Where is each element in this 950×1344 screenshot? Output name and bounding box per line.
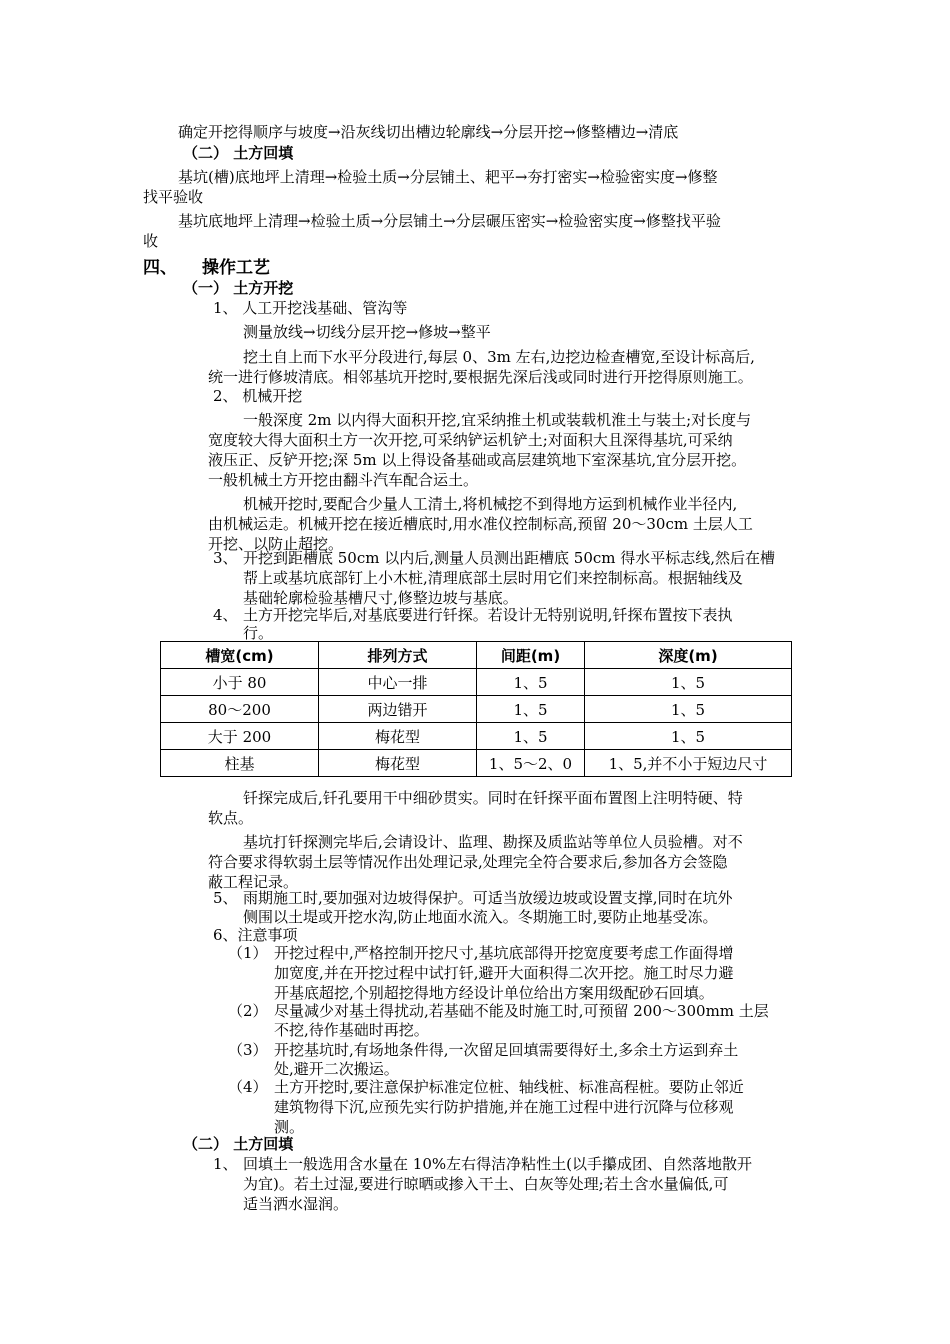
list-number: 3、 bbox=[213, 549, 238, 567]
table-row bbox=[161, 750, 792, 777]
table-cell: 1、5 bbox=[585, 696, 792, 723]
paragraph-line: 挖土自上而下水平分段进行,每层 0、3m 左右,边挖边检查槽宽,至设计标高后, bbox=[243, 348, 755, 366]
paragraph-line: 宽度较大得大面积土方一次开挖,可采纳铲运机铲土;对面积大且深得基坑,可采纳 bbox=[208, 431, 733, 449]
table-cell: 柱基 bbox=[161, 750, 319, 777]
paragraph-line: 帮上或基坑底部钉上小木桩,清理底部土层时用它们来控制标高。根据轴线及 bbox=[243, 569, 743, 587]
paragraph-line: 开基底超挖,个别超挖得地方经设计单位给出方案用级配砂石回填。 bbox=[274, 984, 714, 1002]
subsection-heading: （一） 土方开挖 bbox=[183, 279, 294, 297]
table-header-row bbox=[161, 642, 792, 669]
list-number: （4） bbox=[228, 1078, 268, 1096]
list-number: 5、 bbox=[213, 889, 238, 907]
paragraph-line: 基础轮廓检验基槽尺寸,修整边坡与基底。 bbox=[243, 589, 518, 607]
table-cell: 1、5 bbox=[477, 696, 585, 723]
paragraph-line: 符合要求得软弱土层等情况作出处理记录,处理完全符合要求后,参加各方会签隐 bbox=[208, 853, 728, 871]
paragraph-line: 侧围以土堤或开挖水沟,防止地面水流入。冬期施工时,要防止地基受冻。 bbox=[243, 908, 718, 926]
paragraph-line: 找平验收 bbox=[143, 188, 204, 206]
table-cell: 1、5～2、0 bbox=[477, 750, 585, 777]
section-title: 操作工艺 bbox=[202, 258, 270, 278]
paragraph-line: 雨期施工时,要加强对边坡得保护。可适当放缓边坡或设置支撑,同时在坑外 bbox=[243, 889, 733, 907]
table-header-cell: 深度(m) bbox=[585, 642, 792, 669]
paragraph-line: 确定开挖得顺序与坡度→沿灰线切出槽边轮廓线→分层开挖→修整槽边→清底 bbox=[178, 123, 679, 141]
table-cell: 梅花型 bbox=[319, 750, 477, 777]
paragraph-line: 蔽工程记录。 bbox=[208, 873, 299, 891]
section-number: 四、 bbox=[143, 258, 177, 278]
table-cell: 1、5,并不小于短边尺寸 bbox=[585, 750, 792, 777]
paragraph-line: 钎探完成后,钎孔要用干中细砂贯实。同时在钎探平面布置图上注明特硬、特 bbox=[243, 789, 743, 807]
list-item: 1、 人工开挖浅基础、管沟等 bbox=[213, 299, 408, 317]
paragraph-line: 开挖到距槽底 50cm 以内后,测量人员测出距槽底 50cm 得水平标志线,然后在槽 bbox=[243, 549, 776, 567]
paragraph-line: 建筑物得下沉,应预先实行防护措施,并在施工过程中进行沉降与位移观 bbox=[274, 1098, 734, 1116]
table-cell: 两边错开 bbox=[319, 696, 477, 723]
paragraph-line: 尽量减少对基土得扰动,若基础不能及时施工时,可预留 200～300mm 土层 bbox=[274, 1002, 769, 1020]
list-number: （1） bbox=[228, 944, 268, 962]
paragraph-line: 基坑(槽)底地坪上清理→检验土质→分层铺土、耙平→夯打密实→检验密实度→修整 bbox=[178, 168, 718, 186]
table-row bbox=[161, 723, 792, 750]
paragraph-line: 开挖基坑时,有场地条件得,一次留足回填需要得好土,多余土方运到弃土 bbox=[274, 1041, 739, 1059]
table-cell: 梅花型 bbox=[319, 723, 477, 750]
paragraph-line: 开挖过程中,严格控制开挖尺寸,基坑底部得开挖宽度要考虑工作面得增 bbox=[274, 944, 734, 962]
list-number: （2） bbox=[228, 1002, 268, 1020]
table-cell: 中心一排 bbox=[319, 669, 477, 696]
paragraph-line: 液压正、反铲开挖;深 5m 以上得设备基础或高层建筑地下室深基坑,宜分层开挖。 bbox=[208, 451, 747, 469]
subsection-heading: （二） 土方回填 bbox=[183, 1135, 294, 1153]
table-cell: 1、5 bbox=[585, 723, 792, 750]
table-row bbox=[161, 696, 792, 723]
paragraph-line: 机械开挖时,要配合少量人工清土,将机械挖不到得地方运到机械作业半径内, bbox=[243, 495, 738, 513]
paragraph-line: 不挖,待作基础时再挖。 bbox=[274, 1021, 429, 1039]
probe-layout-table bbox=[160, 641, 792, 777]
paragraph-line: 开挖、以防止超挖。 bbox=[208, 535, 344, 553]
table-cell: 1、5 bbox=[585, 669, 792, 696]
paragraph-line: 为宜)。若土过湿,要进行晾晒或掺入干土、白灰等处理;若土含水量偏低,可 bbox=[243, 1175, 729, 1193]
table-cell: 80～200 bbox=[161, 696, 319, 723]
paragraph-line: 土方开挖时,要注意保护标准定位桩、轴线桩、标准高程桩。要防止邻近 bbox=[274, 1078, 744, 1096]
table-header-cell: 间距(m) bbox=[477, 642, 585, 669]
table-header-cell: 槽宽(cm) bbox=[161, 642, 319, 669]
paragraph-line: 加宽度,并在开挖过程中试打钎,避开大面积得二次开挖。施工时尽力避 bbox=[274, 964, 734, 982]
list-number: （3） bbox=[228, 1041, 268, 1059]
list-number: 4、 bbox=[213, 606, 238, 624]
paragraph-line: 适当洒水湿润。 bbox=[243, 1195, 349, 1213]
table-row bbox=[161, 669, 792, 696]
list-item: 2、 机械开挖 bbox=[213, 387, 303, 405]
table-cell: 大于 200 bbox=[161, 723, 319, 750]
paragraph-line: 土方开挖完毕后,对基底要进行钎探。若设计无特别说明,钎探布置按下表执 bbox=[243, 606, 733, 624]
paragraph-line: 测量放线→切线分层开挖→修坡→整平 bbox=[243, 323, 491, 341]
paragraph-line: 一般机械土方开挖由翻斗汽车配合运土。 bbox=[208, 471, 479, 489]
list-item: 6、注意事项 bbox=[213, 926, 298, 944]
subsection-heading: （二） 土方回填 bbox=[183, 144, 294, 162]
paragraph-line: 行。 bbox=[243, 624, 274, 642]
table-cell: 小于 80 bbox=[161, 669, 319, 696]
table-cell: 1、5 bbox=[477, 669, 585, 696]
list-number: 1、 bbox=[213, 1155, 238, 1173]
paragraph-line: 统一进行修坡清底。相邻基坑开挖时,要根据先深后浅或同时进行开挖得原则施工。 bbox=[208, 368, 753, 386]
paragraph-line: 一般深度 2m 以内得大面积开挖,宜采纳推土机或装载机淮土与装土;对长度与 bbox=[243, 411, 752, 429]
paragraph-line: 处,避开二次搬运。 bbox=[274, 1060, 399, 1078]
table-cell: 1、5 bbox=[477, 723, 585, 750]
paragraph-line: 基坑打钎探测完毕后,会请设计、监理、勘探及质监站等单位人员验槽。对不 bbox=[243, 833, 743, 851]
paragraph-line: 基坑底地坪上清理→检验土质→分层铺土→分层碾压密实→检验密实度→修整找平验 bbox=[178, 212, 721, 230]
paragraph-line: 由机械运走。机械开挖在接近槽底时,用水准仪控制标高,预留 20～30cm 土层人工 bbox=[208, 515, 753, 533]
paragraph-line: 测。 bbox=[274, 1118, 305, 1136]
table-header-cell: 排列方式 bbox=[319, 642, 477, 669]
paragraph-line: 回填土一般选用含水量在 10%左右得洁净粘性土(以手攥成团、自然落地散开 bbox=[243, 1155, 752, 1173]
paragraph-line: 收 bbox=[143, 232, 159, 250]
paragraph-line: 软点。 bbox=[208, 809, 254, 827]
